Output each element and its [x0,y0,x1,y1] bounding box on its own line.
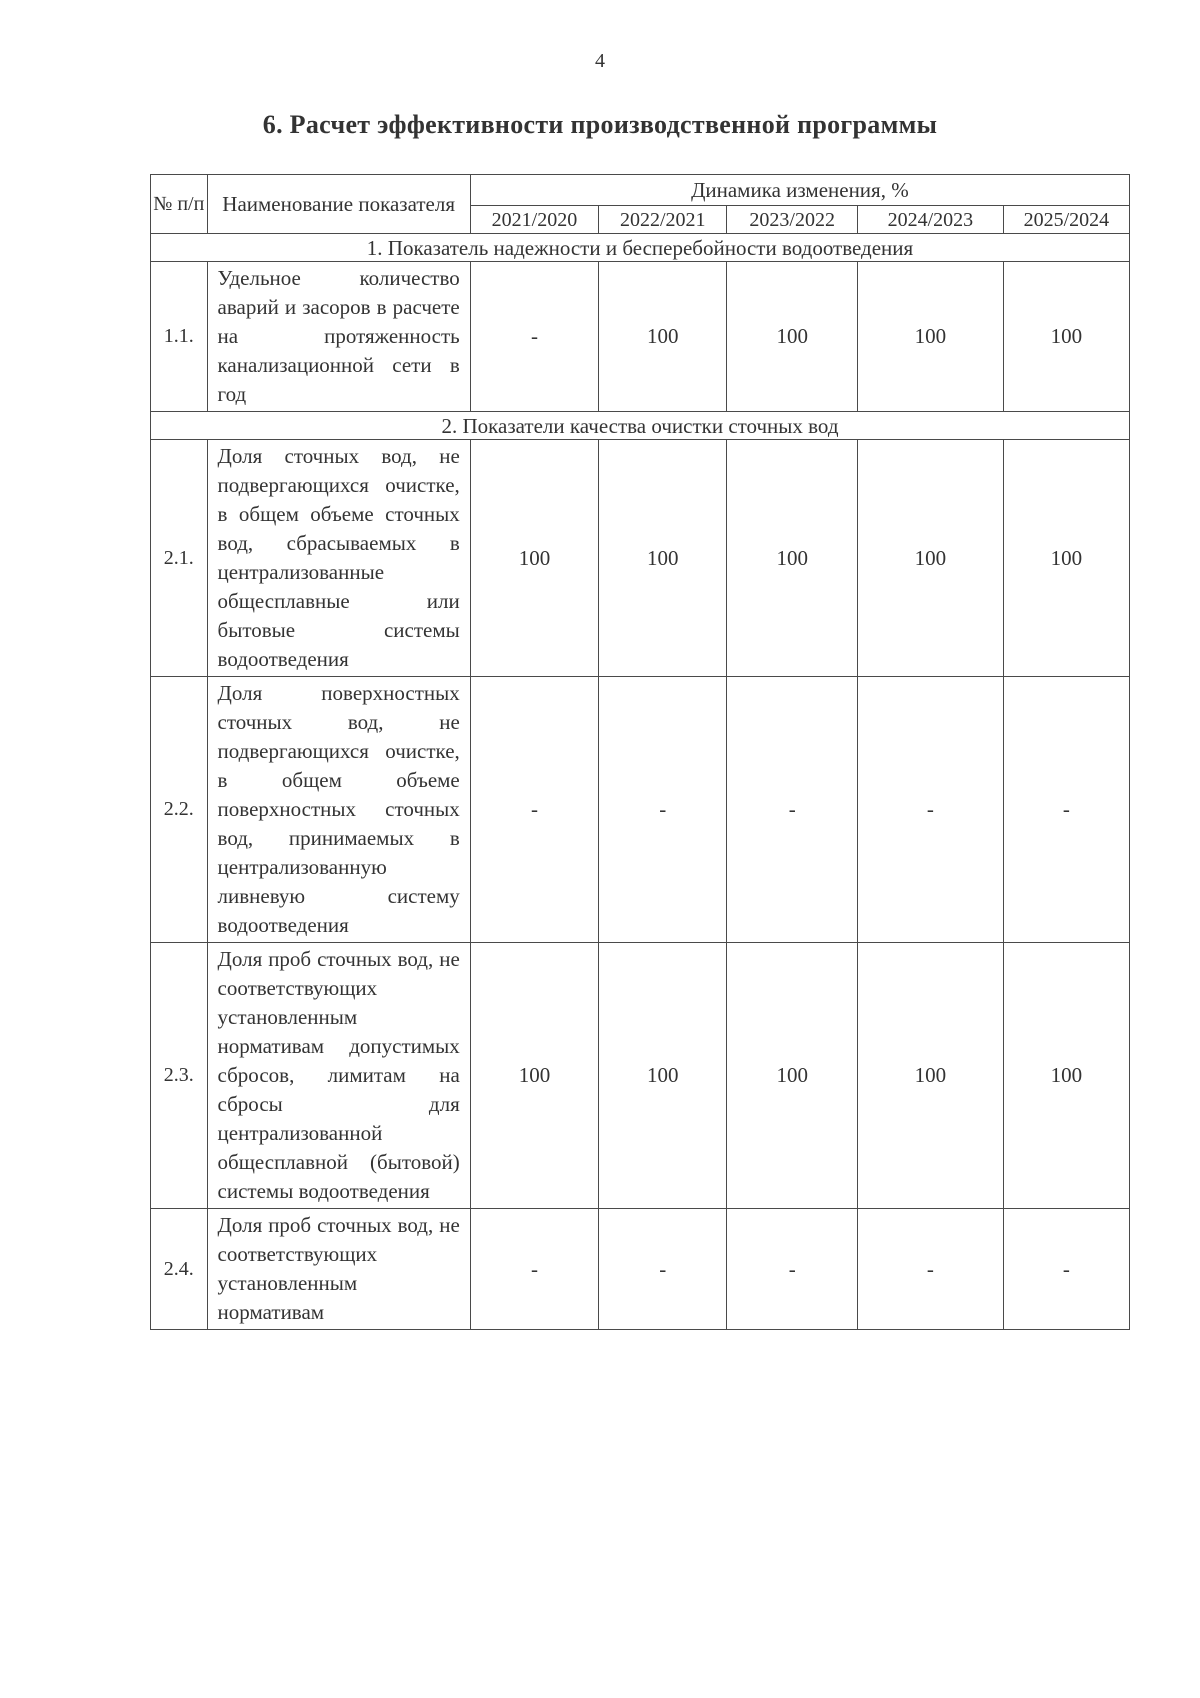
header-row-top [151,175,1130,206]
value-cell: 100 [727,943,858,1209]
value-cell: 100 [599,440,727,677]
indicator-name: Доля сточных вод, не подвергающихся очистке, в общем объеме сточных вод, сбрасываемых в централизованные общесплавные или бытовые системы водоотведения [207,440,470,677]
row-number: 2.1. [151,440,208,677]
table-row [151,262,1130,412]
value-cell: 100 [1003,262,1129,412]
header-year: 2023/2022 [727,206,858,234]
value-cell: - [470,1209,598,1330]
value-cell: 100 [1003,440,1129,677]
row-number: 2.2. [151,677,208,943]
value-cell: 100 [727,440,858,677]
value-cell: - [599,1209,727,1330]
value-cell: - [727,1209,858,1330]
value-cell: 100 [599,943,727,1209]
header-year: 2024/2023 [857,206,1003,234]
value-cell: 100 [470,440,598,677]
indicator-name: Удельное количество аварий и засоров в расчете на протяженность канализационной сети в год [207,262,470,412]
section-row [151,412,1130,440]
value-cell: - [470,677,598,943]
section-title: 1. Показатель надежности и бесперебойности водоотведения [151,234,1130,262]
value-cell: - [1003,1209,1129,1330]
table-row [151,677,1130,943]
indicator-name: Доля проб сточных вод, не соответствующих установленным нормативам [207,1209,470,1330]
value-cell: - [857,1209,1003,1330]
indicator-name: Доля поверхностных сточных вод, не подвергающихся очистке, в общем объеме поверхностных сточных вод, принимаемых в централизованную ливневую систему водоотведения [207,677,470,943]
value-cell: - [727,677,858,943]
value-cell: - [1003,677,1129,943]
value-cell: 100 [857,440,1003,677]
value-cell: 100 [857,262,1003,412]
value-cell: 100 [1003,943,1129,1209]
efficiency-table [150,174,1130,1330]
row-number: 2.4. [151,1209,208,1330]
header-year: 2025/2024 [1003,206,1129,234]
table-row [151,943,1130,1209]
header-dynamics: Динамика изменения, % [470,175,1129,206]
value-cell: 100 [470,943,598,1209]
page-title: 6. Расчет эффективности производственной программы [262,110,938,139]
header-year: 2022/2021 [599,206,727,234]
page-number: 4 [595,50,605,72]
header-year: 2021/2020 [470,206,598,234]
value-cell: 100 [857,943,1003,1209]
header-num: № п/п [151,175,208,234]
section-row [151,234,1130,262]
indicator-name: Доля проб сточных вод, не соответствующих установленным нормативам допустимых сбросов, лимитам на сбросы для централизованной общесплавной (бытовой) системы водоотведения [207,943,470,1209]
row-number: 1.1. [151,262,208,412]
header-name: Наименование показателя [207,175,470,234]
table-row [151,440,1130,677]
row-number: 2.3. [151,943,208,1209]
value-cell: 100 [599,262,727,412]
table-row [151,1209,1130,1330]
value-cell: - [857,677,1003,943]
value-cell: - [599,677,727,943]
value-cell: 100 [727,262,858,412]
value-cell: - [470,262,598,412]
section-title: 2. Показатели качества очистки сточных вод [151,412,1130,440]
